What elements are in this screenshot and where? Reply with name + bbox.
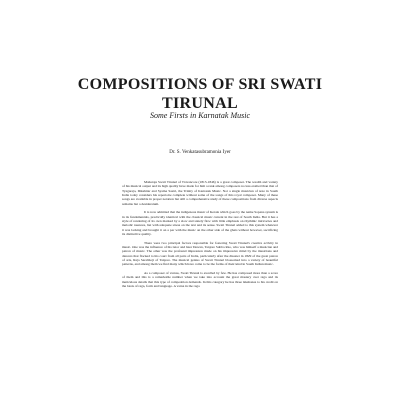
article-body bbox=[122, 180, 278, 293]
body-paragraph: It is now admitted that the indigenous music of Kerala which goes by the name Sopana system is in its fundamentals, practically identical with the classical music current in the rest of South India. But it has a style of rendering of its own marked by a slow and stately flow with little emphasis on rhythmic intricacies and melodic nuances, but with adequate stress on the text and its sense. Swati Tirunal added to this system whatever it was lacking and brought it on a par with the music on the other side of the ghats without however, sacrificing its distinctive quality. bbox=[122, 210, 278, 237]
body-paragraph: There were two principal factors responsible for fostering Swati Tirunal's creative activity in music. One was the influence of his tutor and later Dewan, Tanjore Subba Rao, who was himself a musician and patron of music. The other was the profound impression made on his impressive mind by the musicians and dancers that flocked to his court from all parts of India, particularly after the disaster in 1829 of the great patron of arts, Raja Sarabhoji of Tanjore. The musical genius of Swati Tirunal blossomed into a variety of beautiful patterns, and among them we find many which have come to be the forms of their kind in South Indian music. bbox=[122, 240, 278, 267]
body-paragraph: As a composer of varnas, Swati Tirunal is excelled by few. He has composed more than a score of them and this is a remarkable number when we take into account the great mastery over raga and its meticulous details that this type of composition demands. In this category he has three lakshanas to his credit on the basis of raga, form and language. A varna in the raga bbox=[122, 271, 278, 289]
article-title-line-2: TIRUNAL bbox=[162, 95, 238, 112]
article-author: Dr. S. Venkatasubramonia Iyer bbox=[169, 150, 231, 155]
article-title bbox=[0, 75, 400, 113]
article-title-line-1: COMPOSITIONS OF SRI SWATI bbox=[77, 76, 323, 93]
body-paragraph: Maharaja Swati Tirunal of Travancore (1813-1846) is a great composer. The wealth and variety of his musical output and its high quality have made for him a rank among composers no less exalted than that of Tyagaraja, Dikshitar and Syama Sastri, the Trinity of Karnatak Music. Not a single musician of note in South India today considers his repertoire complete without some of the songs of this royal composer. Many of these songs are available in proper notation but still a comprehensive study of these compositions from diverse aspects remains but a desideratum. bbox=[122, 180, 278, 206]
article-subtitle: Some Firsts in Karnatak Music bbox=[150, 111, 250, 120]
